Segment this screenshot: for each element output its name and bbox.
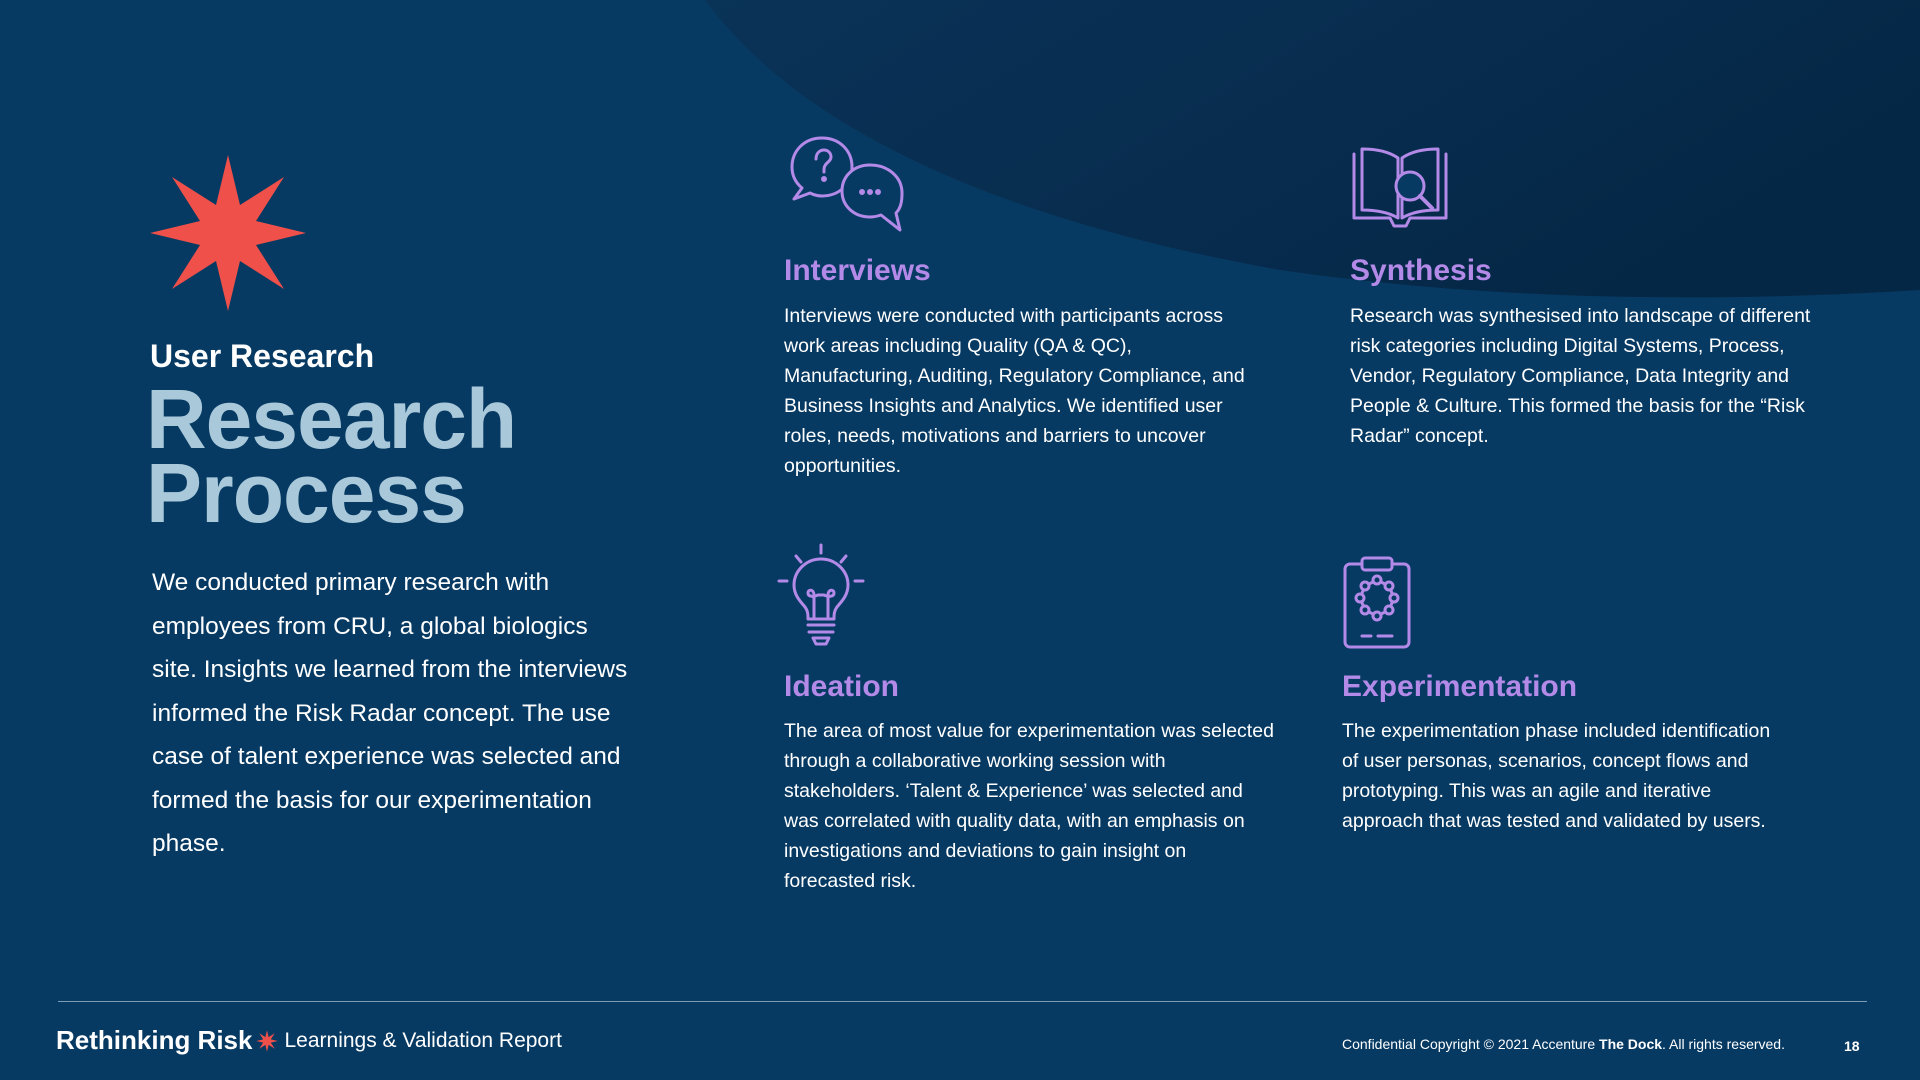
page-title-line-2: Process	[146, 446, 466, 540]
footer-divider	[58, 1001, 1867, 1002]
page-title-line-1: Research	[146, 372, 517, 466]
card-body-experimentation: The experimentation phase included identification of user personas, scenarios, concept flows and prototyping. This was an agile and iterative approach that was tested and validated by users.	[1342, 720, 1771, 832]
page-number: 18	[1844, 1038, 1860, 1054]
book-magnifier-icon	[1350, 146, 1450, 230]
starburst-icon	[148, 153, 308, 313]
card-title-synthesis: Synthesis	[1350, 254, 1492, 287]
card-title-experimentation: Experimentation	[1342, 670, 1578, 703]
footer-copyright	[1342, 1036, 1785, 1052]
card-title-ideation: Ideation	[784, 670, 900, 703]
card-body-synthesis: Research was synthesised into landscape of different risk categories including Digital Systems, Process, Vendor, Regulatory Compliance, Data Integrity and People & Culture. This formed the basis for the “Risk Radar” concept.	[1350, 305, 1811, 447]
chat-bubbles-icon	[788, 135, 908, 235]
lightbulb-icon	[776, 543, 866, 648]
intro-paragraph: We conducted primary research with employees from CRU, a global biologics site. Insights we learned from the interviews informed the Risk Radar concept. The use case of talent experience was selected and formed the basis for our experimentation phase.	[152, 569, 628, 857]
clipboard-network-icon	[1342, 556, 1412, 650]
starburst-small-icon	[256, 1030, 278, 1052]
copyright-prefix: Confidential Copyright © 2021 Accenture	[1342, 1036, 1600, 1052]
footer-report-title: Learnings & Validation Report	[284, 1028, 562, 1052]
card-body-ideation: The area of most value for experimentation was selected through a collaborative working session with stakeholders. ‘Talent & Experience’ was selected and was correlated with quality data, with an emphasis on investigations and deviations to gain insight on forecasted risk.	[784, 720, 1274, 892]
footer-brand-block	[56, 1025, 562, 1056]
page-title	[146, 372, 517, 540]
card-body-interviews: Interviews were conducted with participants across work areas including Quality (QA & QC), Manufacturing, Auditing, Regulatory Compliance, and Business Insights and Analytics. We identified user roles, needs, motivations and barriers to uncover opportunities.	[784, 305, 1245, 477]
card-title-interviews: Interviews	[784, 254, 931, 287]
footer-brand: Rethinking Risk	[56, 1025, 253, 1055]
copyright-suffix: . All rights reserved.	[1662, 1036, 1785, 1052]
section-eyebrow: User Research	[150, 338, 375, 374]
copyright-brand: The Dock	[1599, 1036, 1663, 1052]
